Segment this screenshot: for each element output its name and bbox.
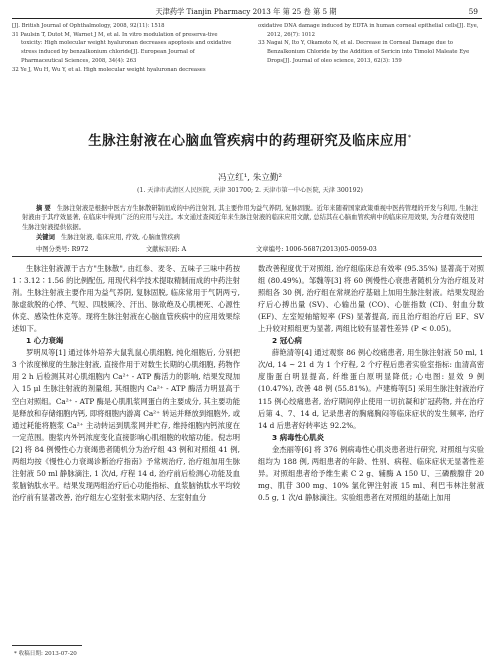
affiliations: (1. 天津市武清区人民医院, 天津 301700; 2. 天津市第一中心医院, 天津 300192) xyxy=(137,187,363,194)
references-left xyxy=(12,22,236,74)
classification-line xyxy=(22,245,480,254)
received-date-footnote: * 收稿日期: 2013-07-20 xyxy=(14,651,77,657)
body-paragraph: 薛艳清等[4] 通过观察 86 例心绞痛患者, 用生脉注射液 50 ml, 1 次/d, 14 ~ 21 d 为 1 个疗程, 2 个疗程后患者实验室指标: 血清高密度脂蛋白明显提高, 纤维蛋白原明显降低; 心电图: 显效 9 例 (10.47%), 改善 48 例 (55.81%)。卢建梅等[5] 采用生脉注射液治疗 115 例心绞痛患者, 治疗期间停止使用一切抗凝和扩冠药物, 并在治疗后第 4、7、14 d, 记录患者的胸痛胸闷等临床症状的发生频率, 治疗 14 d 后患者好转率达 92.2%。 xyxy=(258,348,484,430)
body-column-right xyxy=(258,263,484,504)
authors: 冯立红¹, 朱立勤² xyxy=(218,173,282,183)
reference-item: 31 Paulsin T, Dutot M, Warnet J M, et al. In vitro modulation of preserva-tive toxicity: High molecular weight hyaluronan decreases apoptosis and oxidative stress induced by benzalkonium chloride[J]. European Journal of Pharmaceutical Sciences, 2008, 34(4): 263 xyxy=(12,31,232,64)
keywords-text: 生脉注射液, 临床应用, 疗效, 心脑血管疾病 xyxy=(60,234,180,241)
intro-paragraph: 生脉注射液源于古方"生脉散", 由红参、麦冬、五味子三味中药按 1∶3.12∶1.56 的比例配伍, 用现代科学技术提取精制而成的中药注射剂。生脉注射液主要作用为益气养阴, 复脉固脱, 临床常用于气阴两亏, 脉虚欲脱的心悸、气短、四肢厥冷、汗出、脉欲绝及心肌梗死、心源性休克、感染性休克等。现将生脉注射液在心脑血管疾病中的应用效果综述如下。 xyxy=(12,264,240,334)
references-right xyxy=(258,22,484,66)
body-paragraph: 金杰丽等[6] 将 376 例病毒性心肌炎患者进行研究, 对照组与实验组均为 188 例, 两组患者的年龄、性别、病程、临床症状无显著性差异。对照组患者给予维生素 C 2 g、辅酶 A 150 U、三磷酸腺苷 20 mg、肌苷 300 mg、10% 氯化钾注射液 15 ml、利巴韦林注射液 0.5 g, 1 次/d 静脉滴注。实验组患者在对照组的基础上加用 xyxy=(258,444,484,502)
journal-header-text: 天津药学 Tianjin Pharmacy 2013 年 第 25 卷 第 5 期 xyxy=(155,7,337,16)
abstract-text: 生脉注射液是根据中医古方生脉散研制而成的中药注射剂, 其主要作用为益气养阴, 复脉固脱。近年来随着国家政策重视中医药管理的开发与利用, 生脉注射液由于其疗效显著, 在临床中得到广泛的应用与关注。本文通过查阅近年来生脉注射液的临床应用文献, 总结其在心脑血管疾病中的临床应用效果, 为合理有效使用生脉注射液提供依据。 xyxy=(22,205,479,231)
article-id: 文章编号: 1006-5687(2013)05-0059-03 xyxy=(256,246,377,253)
section-heading: 3 病毒性心肌炎 xyxy=(272,432,325,442)
abstract-label: 摘 要 xyxy=(36,205,51,212)
abstract xyxy=(22,204,480,232)
body-column-left xyxy=(12,263,240,504)
body-paragraph: 罗明凤等[1] 通过体外培养大鼠乳鼠心肌细胞, 纯化细胞后, 分别把 3 个浓度梯度的生脉注射液, 直接作用于对数生长期的心肌细胞, 药物作用 2 h 后检测其对心肌细胞内 Ca²⁺ - ATP 酶活力的影响, 结果发现加入 15 μl 生脉注射液的剂量组, 其细胞内 Ca²⁺ - ATP 酶活力明显高于空白对照组。Ca²⁺ - ATP 酶是心肌肌浆网蛋白的主要成分, 其主要功能是释放和存储细胞内钙, 即将细胞内游离 Ca²⁺ 转运并释放到细胞外, 或通过耗能将胞浆 Ca²⁺ 主动转运到肌浆网并贮存, 维持细胞内钙浓度在一定范围。胞浆内外钙浓度变化直接影响心肌细胞的收缩功能。倪志明[2] 将 84 例慢性心力衰竭患者随机分为治疗组 43 例和对照组 41 例, 两组均按《慢性心力衰竭诊断治疗指南》予常规治疗, 治疗组加用生脉注射液 50 ml 静脉滴注, 1 次/d, 疗程 14 d, 治疗前后检测心功能及血浆脑钠肽水平。结果发现两组治疗后心功能指标、血浆脑钠肽水平均较治疗前有显著改善, 治疗组左心室射张末期内径、左室射血分 xyxy=(12,348,240,502)
keywords xyxy=(22,233,480,242)
footnote-divider xyxy=(12,645,82,646)
running-header xyxy=(10,6,482,18)
section-heading: 1 心力衰竭 xyxy=(26,336,64,346)
title-footnote-mark: * xyxy=(407,133,412,142)
body-paragraph: 数改善程度优于对照组, 治疗组临床总有效率 (95.35%) 显著高于对照组 (80.49%)。邹魏等[3] 将 60 例慢性心衰患者随机分为治疗组及对照组各 30 例, 治疗组在常规治疗基础上加用生脉注射液。结果发现治疗后心搏出量 (SV)、心输出量 (CO)、心脏指数 (CI)、射血分数 (EF)、左室短轴缩短率 (FS) 显著提高, 而且治疗组治疗后 EF、SV 上升较对照组更为显著, 两组比较有显著性差异 (P < 0.05)。 xyxy=(258,264,484,334)
reference-item: 33 Nagai N, Ito Y, Okamoto N, et al. Decrease in Corneal Damage due to Benzalkonium Chloride by the Addition of Sericin into Timolol Maleate Eye Drops[J]. Journal of oleo science, 2013, 62(3): 159 xyxy=(258,40,470,64)
title-text: 生脉注射液在心脑血管疾病中的药理研究及临床应用 xyxy=(88,134,408,149)
section-heading: 2 冠心病 xyxy=(272,336,302,346)
keywords-label: 关键词 xyxy=(36,234,55,241)
reference-item: oxidative DNA damage induced by EDTA in human corneal epithelial cells[J]. Eye, 2012, 26(7): 1012 xyxy=(258,23,479,38)
document-code: 文献标识码: A xyxy=(146,246,187,253)
page-number: 59 xyxy=(468,7,478,16)
reference-item: 32 Ye J, Wu H, Wu Y, et al. High molecular weight hyaluronan decreases xyxy=(12,66,206,73)
article-title xyxy=(0,130,500,149)
header-divider xyxy=(12,18,482,19)
reference-item: [J]. British Journal of Ophthalmology, 2008, 92(11): 1518 xyxy=(12,23,165,29)
abstract-divider xyxy=(12,256,482,257)
clc-number: 中图分类号: R972 xyxy=(36,246,89,253)
